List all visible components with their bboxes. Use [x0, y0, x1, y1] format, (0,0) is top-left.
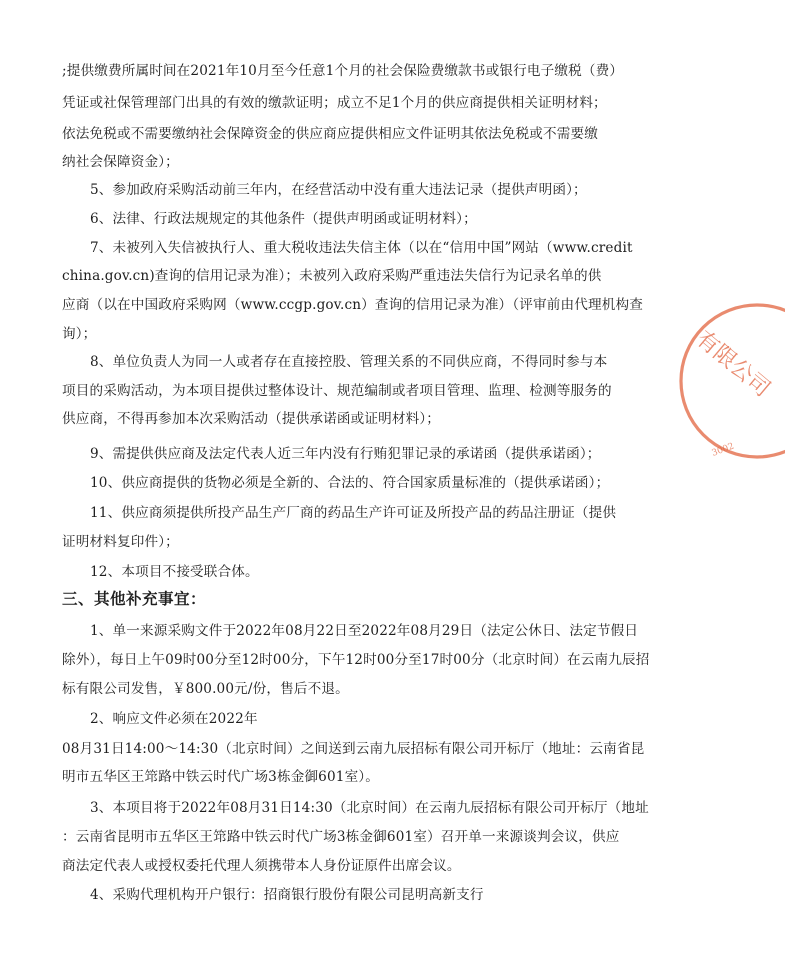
stamp-number: 3002	[710, 441, 736, 459]
text-line: 10、供应商提供的货物必须是全新的、合法的、符合国家质量标准的（提供承诺函）；	[90, 475, 610, 491]
text-line: 6、法律、行政法规规定的其他条件（提供声明函或证明材料）；	[90, 211, 477, 227]
text-line: 商法定代表人或授权委托代理人须携带本人身份证原件出席会议。	[62, 858, 461, 874]
text-line: 5、参加政府采购活动前三年内，在经营活动中没有重大违法记录（提供声明函）；	[90, 182, 587, 198]
text-line: 8、单位负责人为同一人或者存在直接控股、管理关系的不同供应商，不得同时参与本	[90, 354, 608, 370]
text-line: 依法免税或不需要缴纳社会保障资金的供应商应提供相应文件证明其依法免税或不需要缴	[62, 126, 599, 142]
section-heading: 三、其他补充事宜：	[62, 589, 207, 608]
text-line: 4、采购代理机构开户银行：招商银行股份有限公司昆明高新支行	[90, 887, 484, 903]
text-line: 1、单一来源采购文件于2022年08月22日至2022年08月29日（法定公休日、法定节假日	[90, 623, 639, 639]
text-line: china.gov.cn)查询的信用记录为准）；未被列入政府采购严重违法失信行为记录名单的供	[62, 268, 602, 284]
text-line: 2、响应文件必须在2022年	[90, 711, 258, 727]
text-line: 纳社会保障资金）；	[62, 154, 179, 170]
text-line: 3、本项目将于2022年08月31日14:30（北京时间）在云南九辰招标有限公司开标厅（地址	[90, 800, 649, 816]
text-line: 标有限公司发售，￥800.00元/份，售后不退。	[62, 681, 349, 697]
text-line: 明市五华区王筇路中铁云时代广场3栋金御601室）。	[62, 769, 380, 785]
text-line: 除外），每日上午09时00分至12时00分，下午12时00分至17时00分（北京时间）在云南九辰招	[62, 652, 650, 668]
text-line: 应商（以在中国政府采购网（www.ccgp.gov.cn）查询的信用记录为准）（评审前由代理机构查	[62, 297, 643, 313]
text-line: 11、供应商须提供所投产品生产厂商的药品生产许可证及所投产品的药品注册证（提供	[90, 505, 617, 521]
text-line: 供应商，不得再参加本次采购活动（提供承诺函或证明材料）；	[62, 411, 441, 427]
stamp-text: 有限公司	[691, 326, 775, 403]
text-line: 08月31日14:00～14:30（北京时间）之间送到云南九辰招标有限公司开标厅（地址：云南省昆	[62, 741, 645, 757]
text-line: ;提供缴费所属时间在2021年10月至今任意1个月的社会保险费缴款书或银行电子缴税（费）	[62, 63, 624, 79]
text-line: 询）；	[62, 326, 97, 342]
text-line: 12、本项目不接受联合体。	[90, 564, 259, 580]
text-line: 项目的采购活动，为本项目提供过整体设计、规范编制或者项目管理、监理、检测等服务的	[62, 383, 612, 399]
text-line: 凭证或社保管理部门出具的有效的缴款证明；成立不足1个月的供应商提供相关证明材料；	[62, 95, 607, 111]
text-line: ：云南省昆明市五华区王筇路中铁云时代广场3栋金御601室）召开单一来源谈判会议，供应	[62, 829, 620, 845]
text-line: 证明材料复印件）；	[62, 534, 179, 550]
text-line: 9、需提供供应商及法定代表人近三年内没有行贿犯罪记录的承诺函（提供承诺函）；	[90, 446, 601, 462]
text-line: 7、未被列入失信被执行人、重大税收违法失信主体（以在“信用中国”网站（www.credit	[90, 240, 633, 256]
